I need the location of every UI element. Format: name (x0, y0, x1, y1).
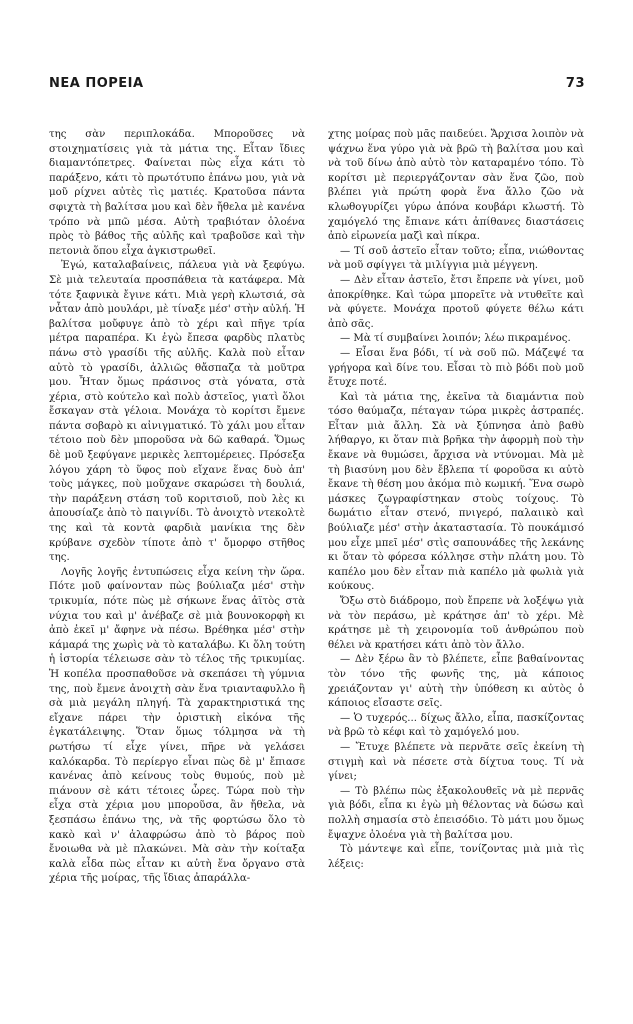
left-column (49, 128, 305, 887)
paragraph: — Μὰ τί συμβαίνει λοιπόν; λέω πικραμένος. (340, 333, 571, 345)
journal-title: ΝΕΑ ΠΟΡΕΙΑ (49, 76, 144, 91)
right-column (328, 128, 584, 872)
paragraph: Ἐγώ, καταλαβαίνεις, πάλευα γιὰ νὰ ξεφύγω. Σὲ μιὰ τελευταία προσπάθεια τὰ κατάφερα. Μὰ τότε ξαφνικὰ ἔγινε κάτι. Μιὰ γερὴ κλωτσιά, σὰ νἆταν ἀπὸ μουλάρι, μὲ τίναξε μέσ' στὴν αὐλή. Ἡ βαλίτσα μοὔφυγε ἀπὸ τὸ χέρι καὶ πῆγε τρία μέτρα παραπέρα. Κι ἐγὼ ἔπεσα φαρδὺς πλατὺς πάνω στὸ γρασίδι τῆς αὐλῆς. Καλὰ ποὺ εἶταν αὐτὸ τὸ γρασίδι, ἀλλιῶς θἄσπαζα τὰ μοῦτρα μου. Ἦταν ὅμως πράσινος στὰ γόνατα, στὰ χέρια, στὸ κούτελο καὶ πολὺ ἀστεῖος, γιατὶ ὅλοι ἔσκαγαν στὰ γέλοια. Μονάχα τὸ κορίτσι ἔμενε πάντα σοβαρὸ κι αἰνιγματικό. Τὸ χάλι μου εἶταν τέτοιο ποὺ δὲν μποροῦσα νὰ δῶ καθαρά. Ὅμως δὲ μοῦ ξεφύγανε μερικὲς λεπτομέρειες. Πρόσεξα λόγου χάρη τὸ ὕφος ποὺ εἴχανε ἕνας δυὸ ἀπ' τοὺς μάγκες, ποὺ μοὔχανε σκαρώσει τὴ δουλιά, τὴν παράξενη στάση τοῦ κοριτσιοῦ, ποὺ λὲς κι ἀπουσίαζε ἀπὸ τὸ παιγνίδι. Τὸ ἀνοιχτὸ ντεκολτὲ της καὶ τὰ κοντὰ φαρδιὰ μανίκια της δὲν κρύβανε σχεδὸν τίποτε ἀπὸ τ' ὄμορφο στῆθος της. (49, 260, 305, 564)
paragraph: της σὰν περιπλοκάδα. Μποροῦσες νὰ στοιχηματίσεις γιὰ τὰ μάτια της. Εἶταν ἴδιες διαμαντόπετρες. Φαίνεται πὼς εἶχα κάτι τὸ παράξενο, κάτι τὸ πρωτότυπο ἐπάνω μου, γιὰ νὰ μοῦ ρίχνει αὐτὲς τὶς ματιές. Κρατοῦσα πάντα σφιχτὰ τὴ βαλίτσα μου καὶ δὲν ἤθελα μὲ κανένα τρόπο νὰ μπῶ μέσα. Αὐτὴ τραβιόταν ὁλοένα πρὸς τὸ βάθος τῆς αὐλῆς καὶ τραβοῦσε καὶ τὴν πετονιὰ ὅπου εἶχα ἀγκιστρωθεῖ. (49, 129, 305, 257)
paragraph: — Δὲν ξέρω ἂν τὸ βλέπετε, εἶπε βαθαίνοντας τὸν τόνο τῆς φωνῆς της, μὰ κάποιος χρειάζονταν γι' αὐτὴ τὴν ὑπόθεση κι αὐτὸς ὁ κάποιος εἴσαστε σεῖς. (328, 654, 584, 710)
paragraph: — Ἔτυχε βλέπετε νὰ περνᾶτε σεῖς ἐκείνη τὴ στιγμὴ καὶ νὰ πέσετε στὰ δίχτυα τους. Τί νὰ γίνει; (328, 741, 584, 783)
paragraph: Ὄξω στὸ διάδρομο, ποὺ ἔπρεπε νὰ λοξέψω γιὰ νὰ τὸν περάσω, μὲ κράτησε ἀπ' τὸ χέρι. Μὲ κράτησε μὲ τὴ χειρονομία τοῦ ἀνθρώπου ποὺ θέλει νὰ κρατήσει κάτι ἀπὸ τὸν ἄλλο. (328, 596, 584, 651)
paragraph: — Ὁ τυχερός... δίχως ἄλλο, εἶπα, πασκίζοντας νὰ βρῶ τὸ κέφι καὶ τὸ χαμόγελό μου. (328, 712, 584, 739)
paragraph: Καὶ τὰ μάτια της, ἐκεῖνα τὰ διαμάντια ποὺ τόσο θαύμαζα, πέταγαν τώρα μικρὲς ἀστραπές. Εἶταν μιὰ ἄλλη. Σὰ νὰ ξύπνησα ἀπὸ βαθὺ λήθαργο, κι ὅταν πιὰ βρῆκα τὴν ἀφορμὴ ποὺ τὴν ἔκανε νὰ θυμώσει, ἄρχισα νὰ ντύνομαι. Μὰ μὲ τὴ βιασύνη μου δὲν ἔβλεπα τί φοροῦσα κι αὐτὸ ἔκανε τὴ θέση μου ἀκόμα πιὸ κωμική. Ἕνα σωρὸ μάσκες ζωγραφίστηκαν στοὺς τοίχους. Τὸ δωμάτιο εἶταν στενό, πνιγερό, παλαιικὸ καὶ βούλιαζε μέσ' στὴν ἀκαταστασία. Τὸ πουκάμισό μου εἶχε μπεῖ μέσ' στὶς σαπουνάδες τῆς λεκάνης κι ὅταν τὸ φόρεσα κόλλησε στὴν πλάτη μου. Τὸ καπέλο μου δὲν εἶταν πιὰ καπέλο μὰ φωλιὰ γιὰ κούκους. (328, 391, 584, 593)
paragraph: χτης μοίρας ποὺ μᾶς παιδεύει. Ἄρχισα λοιπὸν νὰ ψάχνω ἕνα γύρο γιὰ νὰ βρῶ τὴ βαλίτσα μου καὶ νὰ τοῦ δίνω ἀπὸ αὐτὸ τὸν καταραμένο τόπο. Τὸ κορίτσι μὲ περιεργάζονταν σὰν ἕνα ζῶο, ποὺ βλέπει γιὰ πρώτη φορὰ ἕνα ἄλλο ζῶο νὰ κλωθογυρίζει γύρω ἀπόνα κουβάρι κλωστή. Τὸ χαμόγελό της ἔπιανε κάτι ἀπίθανες διαστάσεις ἀπὸ εἰρωνεία μαζὶ καὶ πίκρα. (328, 129, 584, 243)
paragraph: Λογῆς λογῆς ἐντυπώσεις εἶχα κείνη τὴν ὥρα. Πότε μοῦ φαίνονταν πὼς βούλιαζα μέσ' στὴν τρικυμία, πότε πὼς μὲ σήκωνε ἕνας ἀϊτὸς στὰ νύχια του καὶ μ' ἀνέβαζε σὲ μιὰ βουνοκορφὴ κι ἀπὸ ἐκεῖ μ' ἄφηνε νὰ πέσω. Βρέθηκα μέσ' στὴν κάμαρά της χωρὶς νὰ τὸ καταλάβω. Κι ὅλη τούτη ἡ ἱστορία τέλειωσε σὰν τὸ τέλος τῆς τρικυμίας. Ἡ κοπέλα προσπαθοῦσε νὰ σκεπάσει τὴ γύμνια της, ποὺ ἔμενε ἀνοιχτὴ σὰν ἕνα τριανταφυλλο ἢ σὰ μιὰ μεγάλη πληγή. Τὰ χαρακτηριστικά της εἴχανε πάρει τὴν ὁριστικὴ εἰκόνα τῆς ἐγκατάλειψης. Ὅταν ὅμως τόλμησα νὰ τὴ ρωτήσω τί εἶχε γίνει, πῆρε νὰ γελάσει καλόκαρδα. Τὸ περίεργο εἶναι πὼς δὲ μ' ἔπιασε κανένας ἀπὸ κείνους τοὺς θυμούς, ποὺ μὲ πιάνουν σὲ κάτι τέτοιες ὧρες. Τώρα ποὺ τὴν εἶχα στὰ χέρια μου μποροῦσα, ἂν ἤθελα, νὰ ξεσπάσω ἐπάνω της, νὰ τῆς φορτώσω ὅλο τὸ κακὸ καὶ ν' ἀλαφρώσω ἀπὸ τὸ βάρος ποὺ ἔνοιωθα νὰ μὲ πλακώνει. Μὰ σὰν τὴν κοίταξα καλὰ εἶδα πὼς εἶταν κι αὐτὴ ἕνα ὄργανο στὰ χέρια τῆς μοίρας, τῆς ἴδιας ἀπαράλλα- (49, 566, 305, 885)
paragraph: — Εἶσαι ἕνα βόδι, τί νὰ σοῦ πῶ. Μάζεψέ τα γρήγορα καὶ δίνε του. Εἶσαι τὸ πιὸ βόδι ποὺ μοῦ ἔτυχε ποτέ. (328, 347, 584, 389)
paragraph: — Δὲν εἶταν ἀστεῖο, ἔτσι ἔπρεπε νὰ γίνει, μοῦ ἀποκρίθηκε. Καὶ τώρα μπορεῖτε νὰ ντυθεῖτε καὶ νὰ φύγετε. Μονάχα προτοῦ φύγετε θέλω κάτι ἀπὸ σᾶς. (328, 274, 584, 330)
paragraph: — Τὸ βλέπω πὼς ἐξακολουθεῖς νὰ μὲ περνᾶς γιὰ βόδι, εἶπα κι ἐγὼ μὴ θέλοντας νὰ δώσω καὶ πολλὴ σημασία στὸ ἐπεισόδιο. Τὸ μάτι μου ὅμως ἔψαχνε ὁλοένα γιὰ τὴ βαλίτσα μου. (328, 785, 584, 841)
page-number: 73 (565, 76, 585, 91)
running-header (49, 76, 585, 96)
paragraph: Τὸ μάντεψε καὶ εἶπε, τονίζοντας μιὰ μιὰ τὶς λέξεις: (328, 844, 584, 870)
paragraph: — Τί σοῦ ἀστεῖο εἶταν τοῦτο; εἶπα, νιώθοντας νὰ μοῦ σφίγγει τὰ μιλίγγια μιὰ μέγγενη. (328, 245, 584, 272)
